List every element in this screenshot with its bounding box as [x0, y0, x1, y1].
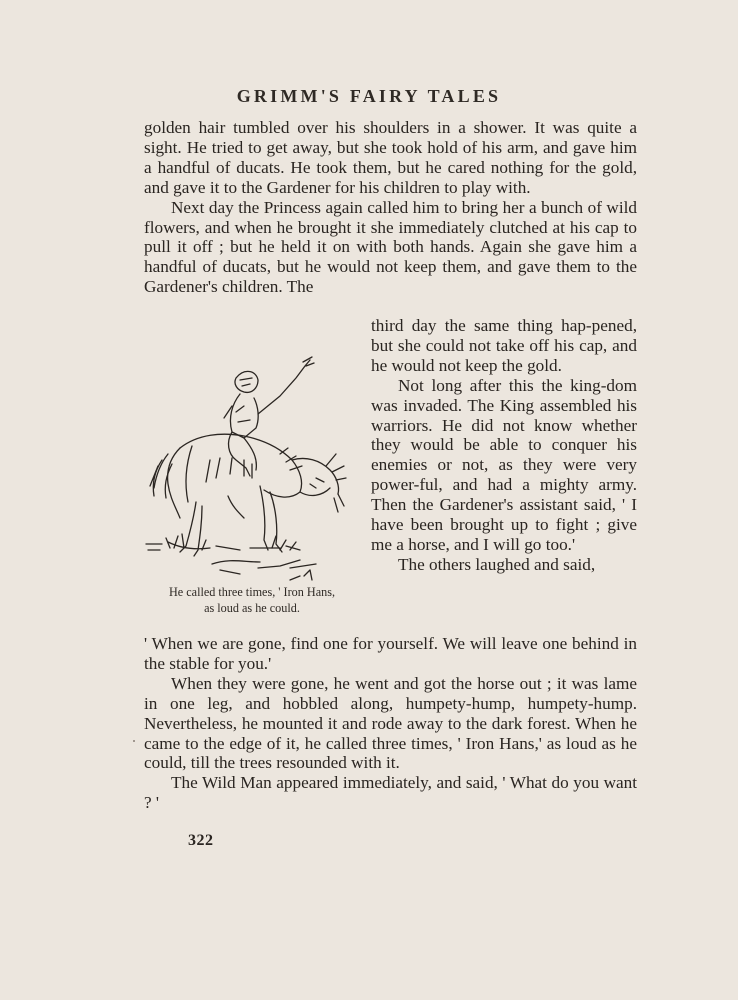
text-column-right	[371, 316, 637, 575]
paragraph: The others laughed and said,	[398, 554, 596, 574]
paragraph: Not long after this the king-dom was invaded. The King assembled his warriors. He did not know whether they would be able to conquer his enemies or not, as they were very power-ful, and had a mighty army. Then the Gardener's assistant said, ' I have been brought up to fight ; give me a horse, and I will go too.'	[371, 375, 637, 554]
paragraph-continued: ' When we are gone, find one for yourself. We will leave one behind in the stable for you.'	[144, 634, 637, 673]
page-number: 322	[188, 832, 214, 849]
illustration-caption	[148, 584, 356, 616]
paragraph: The Wild Man appeared immediately, and said, ' What do you want ? '	[144, 773, 637, 813]
paragraph: When they were gone, he went and got the horse out ; it was lame in one leg, and hobbled along, humpety-hump, humpety-hump. Nevertheless, he mounted it and rode away to the dark forest. When he came to the edge of it, he called three times, ' Iron Hans,' as loud as he could, till the trees resounded with it.	[144, 673, 637, 773]
text-block-bottom	[144, 634, 637, 813]
paragraph-continued: golden hair tumbled over his shoulders in a shower. It was quite a sight. He tried to get away, but she took hold of his arm, and gave him a handful of ducats. He took them, but he cared nothing for the gold, and gave it to the Gardener for his children to play with.	[144, 118, 637, 197]
caption-line: He called three times, ' Iron Hans,	[169, 585, 335, 599]
caption-line: as loud as he could.	[204, 601, 300, 615]
running-header: GRIMM'S FAIRY TALES	[236, 86, 502, 106]
horse-rider-illustration	[140, 336, 362, 592]
paragraph-continued: third day the same thing hap-pened, but she could not take off his cap, and he would not keep the gold.	[371, 316, 637, 375]
text-block-top	[144, 118, 637, 297]
paragraph: Next day the Princess again called him to bring her a bunch of wild flowers, and when he brought it she immediately clutched at his cap to pull it off ; but he held it on with both hands. Again she gave him a handful of ducats, but he would not keep them, and gave them to the Gardener's children. The	[144, 197, 637, 297]
paper-speck	[133, 740, 135, 742]
